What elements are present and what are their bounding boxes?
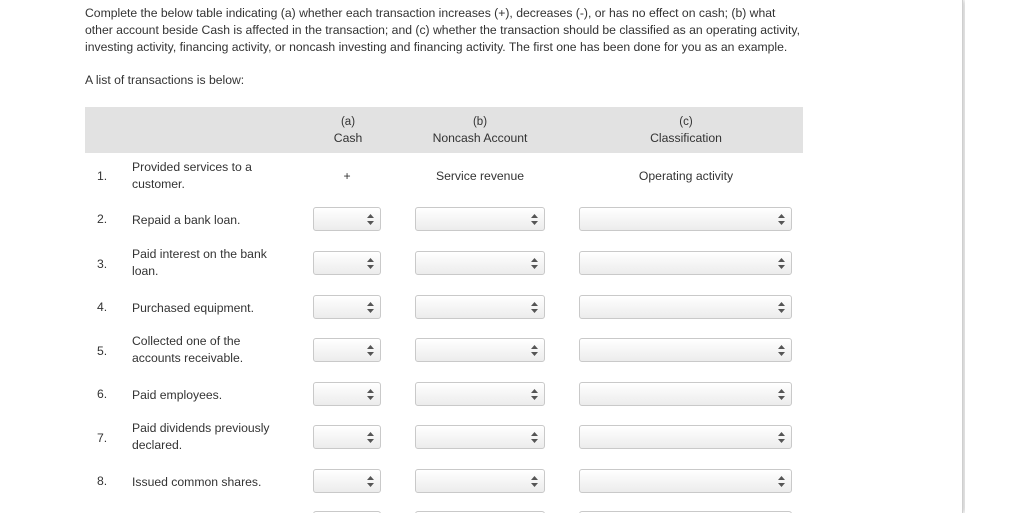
classification-select[interactable] xyxy=(579,469,792,493)
column-title-noncash-account: Noncash Account xyxy=(432,131,528,145)
row-description: Repaid a bank loan. xyxy=(132,213,241,227)
row-description: Paid employees. xyxy=(132,388,223,402)
row-description: Collected one of the accounts receivable. xyxy=(132,334,244,365)
table-row-partial xyxy=(85,508,803,513)
row-number: 4. xyxy=(97,300,108,314)
table-row xyxy=(85,206,803,234)
example-noncash-account-value: Service revenue xyxy=(435,169,525,183)
table-row xyxy=(85,468,803,496)
example-classification-value: Operating activity xyxy=(638,169,734,183)
row-description: Paid interest on the bank loan. xyxy=(132,247,267,278)
list-intro: A list of transactions is below: xyxy=(85,73,245,87)
up-down-arrows-icon xyxy=(531,258,538,269)
cash-select[interactable] xyxy=(313,382,381,406)
row-number: 1. xyxy=(97,169,108,183)
table-header xyxy=(85,107,803,153)
table-row xyxy=(85,419,803,459)
instructions-text: Complete the below table indicating (a) whether each transaction increases (+), decreases (-), or has no effect on cash; (b) what other account beside Cash is affected in the transaction; and (c) whether the transaction should be classified as an operating activity, investing activity, financing activity, or noncash investing and financing activity. The first one has been done for you as an example. xyxy=(85,6,800,54)
up-down-arrows-icon xyxy=(531,476,538,487)
row-description: Issued common shares. xyxy=(132,475,262,489)
classification-select[interactable] xyxy=(579,338,792,362)
right-gutter xyxy=(965,0,1024,513)
up-down-arrows-icon xyxy=(778,302,785,313)
row-number: 8. xyxy=(97,474,108,488)
cash-select[interactable] xyxy=(313,425,381,449)
row-number: 3. xyxy=(97,257,108,271)
row-description: Paid dividends previously declared. xyxy=(132,421,270,452)
up-down-arrows-icon xyxy=(778,345,785,356)
column-letter-c: (c) xyxy=(679,116,693,128)
cash-select[interactable] xyxy=(313,251,381,275)
table-row xyxy=(85,332,803,372)
up-down-arrows-icon xyxy=(778,258,785,269)
table-row-example xyxy=(85,158,803,196)
column-title-classification: Classification xyxy=(650,131,722,145)
column-header-cash xyxy=(310,114,386,146)
column-header-classification xyxy=(590,114,782,146)
classification-select[interactable] xyxy=(579,295,792,319)
up-down-arrows-icon xyxy=(367,389,374,400)
up-down-arrows-icon xyxy=(367,432,374,443)
up-down-arrows-icon xyxy=(778,389,785,400)
cash-select[interactable] xyxy=(313,338,381,362)
up-down-arrows-icon xyxy=(778,432,785,443)
row-description: Purchased equipment. xyxy=(132,301,254,315)
up-down-arrows-icon xyxy=(367,476,374,487)
noncash-account-select[interactable] xyxy=(415,295,545,319)
noncash-account-select[interactable] xyxy=(415,251,545,275)
row-number: 7. xyxy=(97,431,108,445)
up-down-arrows-icon xyxy=(531,389,538,400)
cash-select[interactable] xyxy=(313,207,381,231)
column-letter-a: (a) xyxy=(340,116,356,128)
up-down-arrows-icon xyxy=(531,345,538,356)
noncash-account-select[interactable] xyxy=(415,425,545,449)
example-cash-value: + xyxy=(343,169,351,183)
row-description: Provided services to a customer. xyxy=(132,160,252,191)
up-down-arrows-icon xyxy=(531,214,538,225)
cash-select[interactable] xyxy=(313,469,381,493)
row-number: 5. xyxy=(97,344,108,358)
classification-select[interactable] xyxy=(579,425,792,449)
up-down-arrows-icon xyxy=(367,258,374,269)
noncash-account-select[interactable] xyxy=(415,338,545,362)
table-row xyxy=(85,294,803,322)
up-down-arrows-icon xyxy=(367,302,374,313)
classification-select[interactable] xyxy=(579,207,792,231)
up-down-arrows-icon xyxy=(531,432,538,443)
table-row xyxy=(85,245,803,285)
row-number: 6. xyxy=(97,387,108,401)
up-down-arrows-icon xyxy=(367,345,374,356)
noncash-account-select[interactable] xyxy=(415,469,545,493)
cash-select[interactable] xyxy=(313,295,381,319)
up-down-arrows-icon xyxy=(531,302,538,313)
classification-select[interactable] xyxy=(579,382,792,406)
up-down-arrows-icon xyxy=(778,476,785,487)
noncash-account-select[interactable] xyxy=(415,207,545,231)
classification-select[interactable] xyxy=(579,251,792,275)
up-down-arrows-icon xyxy=(367,214,374,225)
table-row xyxy=(85,381,803,409)
column-letter-b: (b) xyxy=(472,116,488,128)
noncash-account-select[interactable] xyxy=(415,382,545,406)
row-number: 2. xyxy=(97,212,108,226)
up-down-arrows-icon xyxy=(778,214,785,225)
column-header-noncash-account xyxy=(410,114,550,146)
column-title-cash: Cash xyxy=(333,131,363,145)
